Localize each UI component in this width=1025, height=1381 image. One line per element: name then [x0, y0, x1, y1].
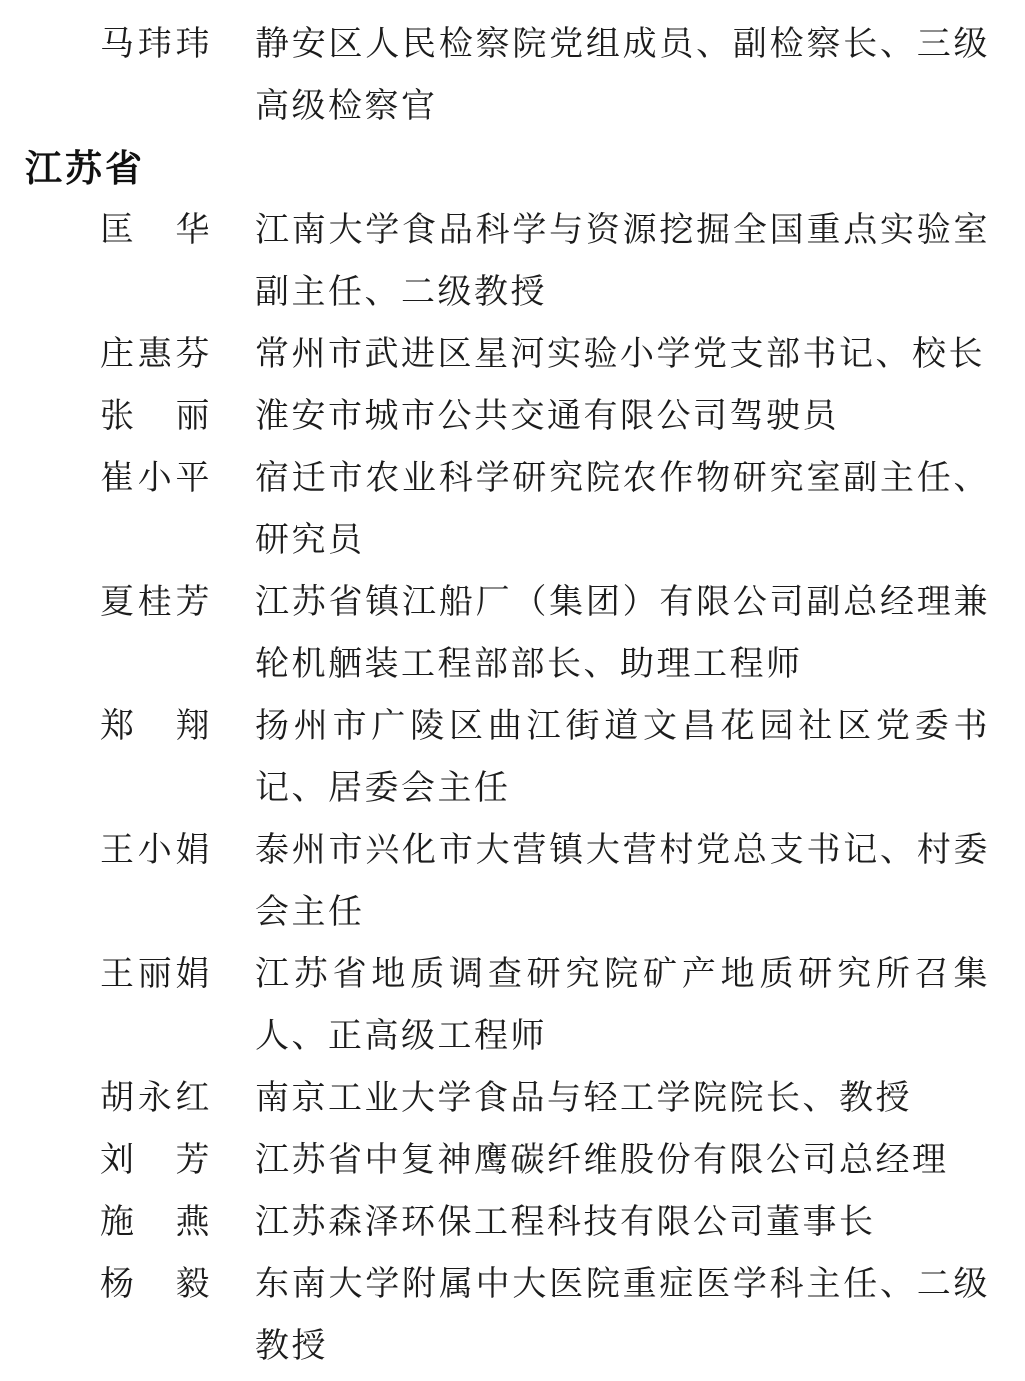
honoree-title: 扬州市广陵区曲江街道文昌花园社区党委书记、居委会主任 — [255, 708, 990, 807]
honoree-row — [0, 200, 1025, 324]
honoree-title: 江苏省镇江船厂（集团）有限公司副总经理兼轮机舾装工程部部长、助理工程师 — [255, 584, 990, 683]
honoree-name: 刘 芳 — [100, 1142, 212, 1179]
honoree-title: 江苏省地质调查研究院矿产地质研究所召集人、正高级工程师 — [255, 956, 990, 1055]
honoree-row — [0, 572, 1025, 696]
honoree-row — [0, 386, 1025, 448]
honoree-name: 崔小平 — [100, 460, 212, 497]
honoree-name: 庄惠芬 — [100, 336, 212, 373]
honoree-row — [0, 1130, 1025, 1192]
honoree-name: 施 燕 — [100, 1204, 212, 1241]
honoree-row — [0, 14, 1025, 138]
honoree-row — [0, 696, 1025, 820]
honoree-title: 宿迁市农业科学研究院农作物研究室副主任、研究员 — [255, 460, 990, 559]
honoree-name: 匡 华 — [100, 212, 212, 249]
honoree-title: 江苏森泽环保工程科技有限公司董事长 — [255, 1204, 876, 1241]
honoree-name: 王小娟 — [100, 832, 212, 869]
honoree-name: 王丽娟 — [100, 956, 212, 993]
honoree-title: 静安区人民检察院党组成员、副检察长、三级高级检察官 — [255, 26, 990, 125]
honoree-name: 杨 毅 — [100, 1266, 212, 1303]
honoree-row — [0, 820, 1025, 944]
province-section-header: 江苏省 — [25, 148, 145, 189]
honoree-name: 夏桂芳 — [100, 584, 212, 621]
honoree-row — [0, 944, 1025, 1068]
honoree-row — [0, 1068, 1025, 1130]
honoree-name: 张 丽 — [100, 398, 212, 435]
honoree-title: 东南大学附属中大医院重症医学科主任、二级教授 — [255, 1266, 990, 1365]
honoree-row — [0, 1254, 1025, 1378]
honoree-name: 胡永红 — [100, 1080, 212, 1117]
honoree-title: 江苏省中复神鹰碳纤维股份有限公司总经理 — [255, 1142, 949, 1179]
honoree-title: 南京工业大学食品与轻工学院院长、教授 — [255, 1080, 912, 1117]
honoree-title: 泰州市兴化市大营镇大营村党总支书记、村委会主任 — [255, 832, 990, 931]
honoree-title: 江南大学食品科学与资源挖掘全国重点实验室副主任、二级教授 — [255, 212, 990, 311]
honoree-title: 常州市武进区星河实验小学党支部书记、校长 — [255, 336, 985, 373]
honoree-row — [0, 1192, 1025, 1254]
honoree-list — [0, 14, 1025, 1378]
honoree-name: 郑 翔 — [100, 708, 212, 745]
honoree-title: 淮安市城市公共交通有限公司驾驶员 — [255, 398, 839, 435]
honoree-row — [0, 324, 1025, 386]
honoree-row — [0, 448, 1025, 572]
honoree-name: 马玮玮 — [100, 26, 212, 63]
